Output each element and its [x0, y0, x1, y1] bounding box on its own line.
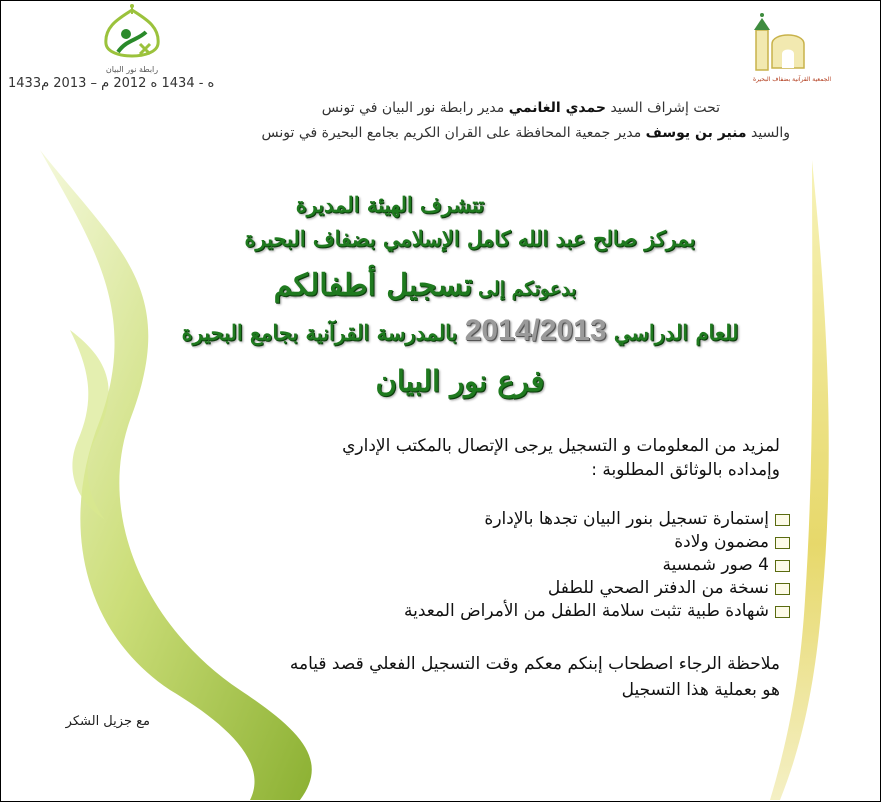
invitation-title-line-2: بمركز صالح عبد الله كامل الإسلامي بضفاف البحيرة	[244, 226, 696, 251]
invitation-line-3-highlight: تسجيل أطفالكم	[273, 268, 473, 303]
document-label: مضمون ولادة	[674, 532, 769, 552]
closing-thanks: مع جزيل الشكر	[65, 714, 150, 729]
document-label: 4 صور شمسية	[662, 555, 769, 575]
info-line-2: وإمداده بالوثائق المطلوبة :	[591, 460, 780, 480]
left-logo-caption: رابطة نور البيان	[105, 65, 159, 74]
info-line-1: لمزيد من المعلومات و التسجيل يرجى الإتصال بالمكتب الإداري	[342, 436, 780, 456]
supervision-suffix-1: مدير رابطة نور البيان في تونس	[321, 100, 505, 116]
invitation-line-3-intro: بدعوتكم إلى	[478, 278, 577, 300]
school-year: 2014/2013	[464, 314, 607, 347]
invitation-line-4-place: بالمدرسة القرآنية بجامع البحيرة	[181, 320, 458, 345]
document-label: نسخة من الدفتر الصحي للطفل	[547, 578, 769, 598]
dates-line: 1433ه - 1434 ه 2012 م – 2013 م	[8, 76, 215, 91]
supervisor-name-2: منير بن يوسف	[645, 125, 747, 141]
note-line-1: ملاحظة الرجاء اصطحاب إبنكم معكم وقت التسجيل الفعلي قصد قيامه	[289, 654, 780, 674]
supervision-suffix-2: مدير جمعية المحافظة على القران الكريم بجامع البحيرة في تونس	[261, 125, 642, 141]
note-line-2: هو بعملية هذا التسجيل	[621, 680, 780, 700]
right-logo-caption: الجمعية القرآنية بضفاف البحيرة	[752, 76, 832, 83]
invitation-line-4-intro: للعام الدراسي	[613, 320, 739, 345]
invitation-title-line-1: تتشرف الهيئة المديرة	[295, 192, 485, 217]
supervisor-name-1: حمدي الغانمي	[508, 100, 606, 116]
supervision-prefix-1: تحت إشراف السيد	[610, 100, 720, 116]
document-label: إستمارة تسجيل بنور البيان تجدها بالإدارة	[484, 509, 769, 529]
supervision-prefix-2: والسيد	[751, 125, 790, 141]
branch-title: فرع نور البيان	[375, 364, 545, 398]
document-label: شهادة طبية تثبت سلامة الطفل من الأمراض المعدية	[403, 601, 769, 621]
